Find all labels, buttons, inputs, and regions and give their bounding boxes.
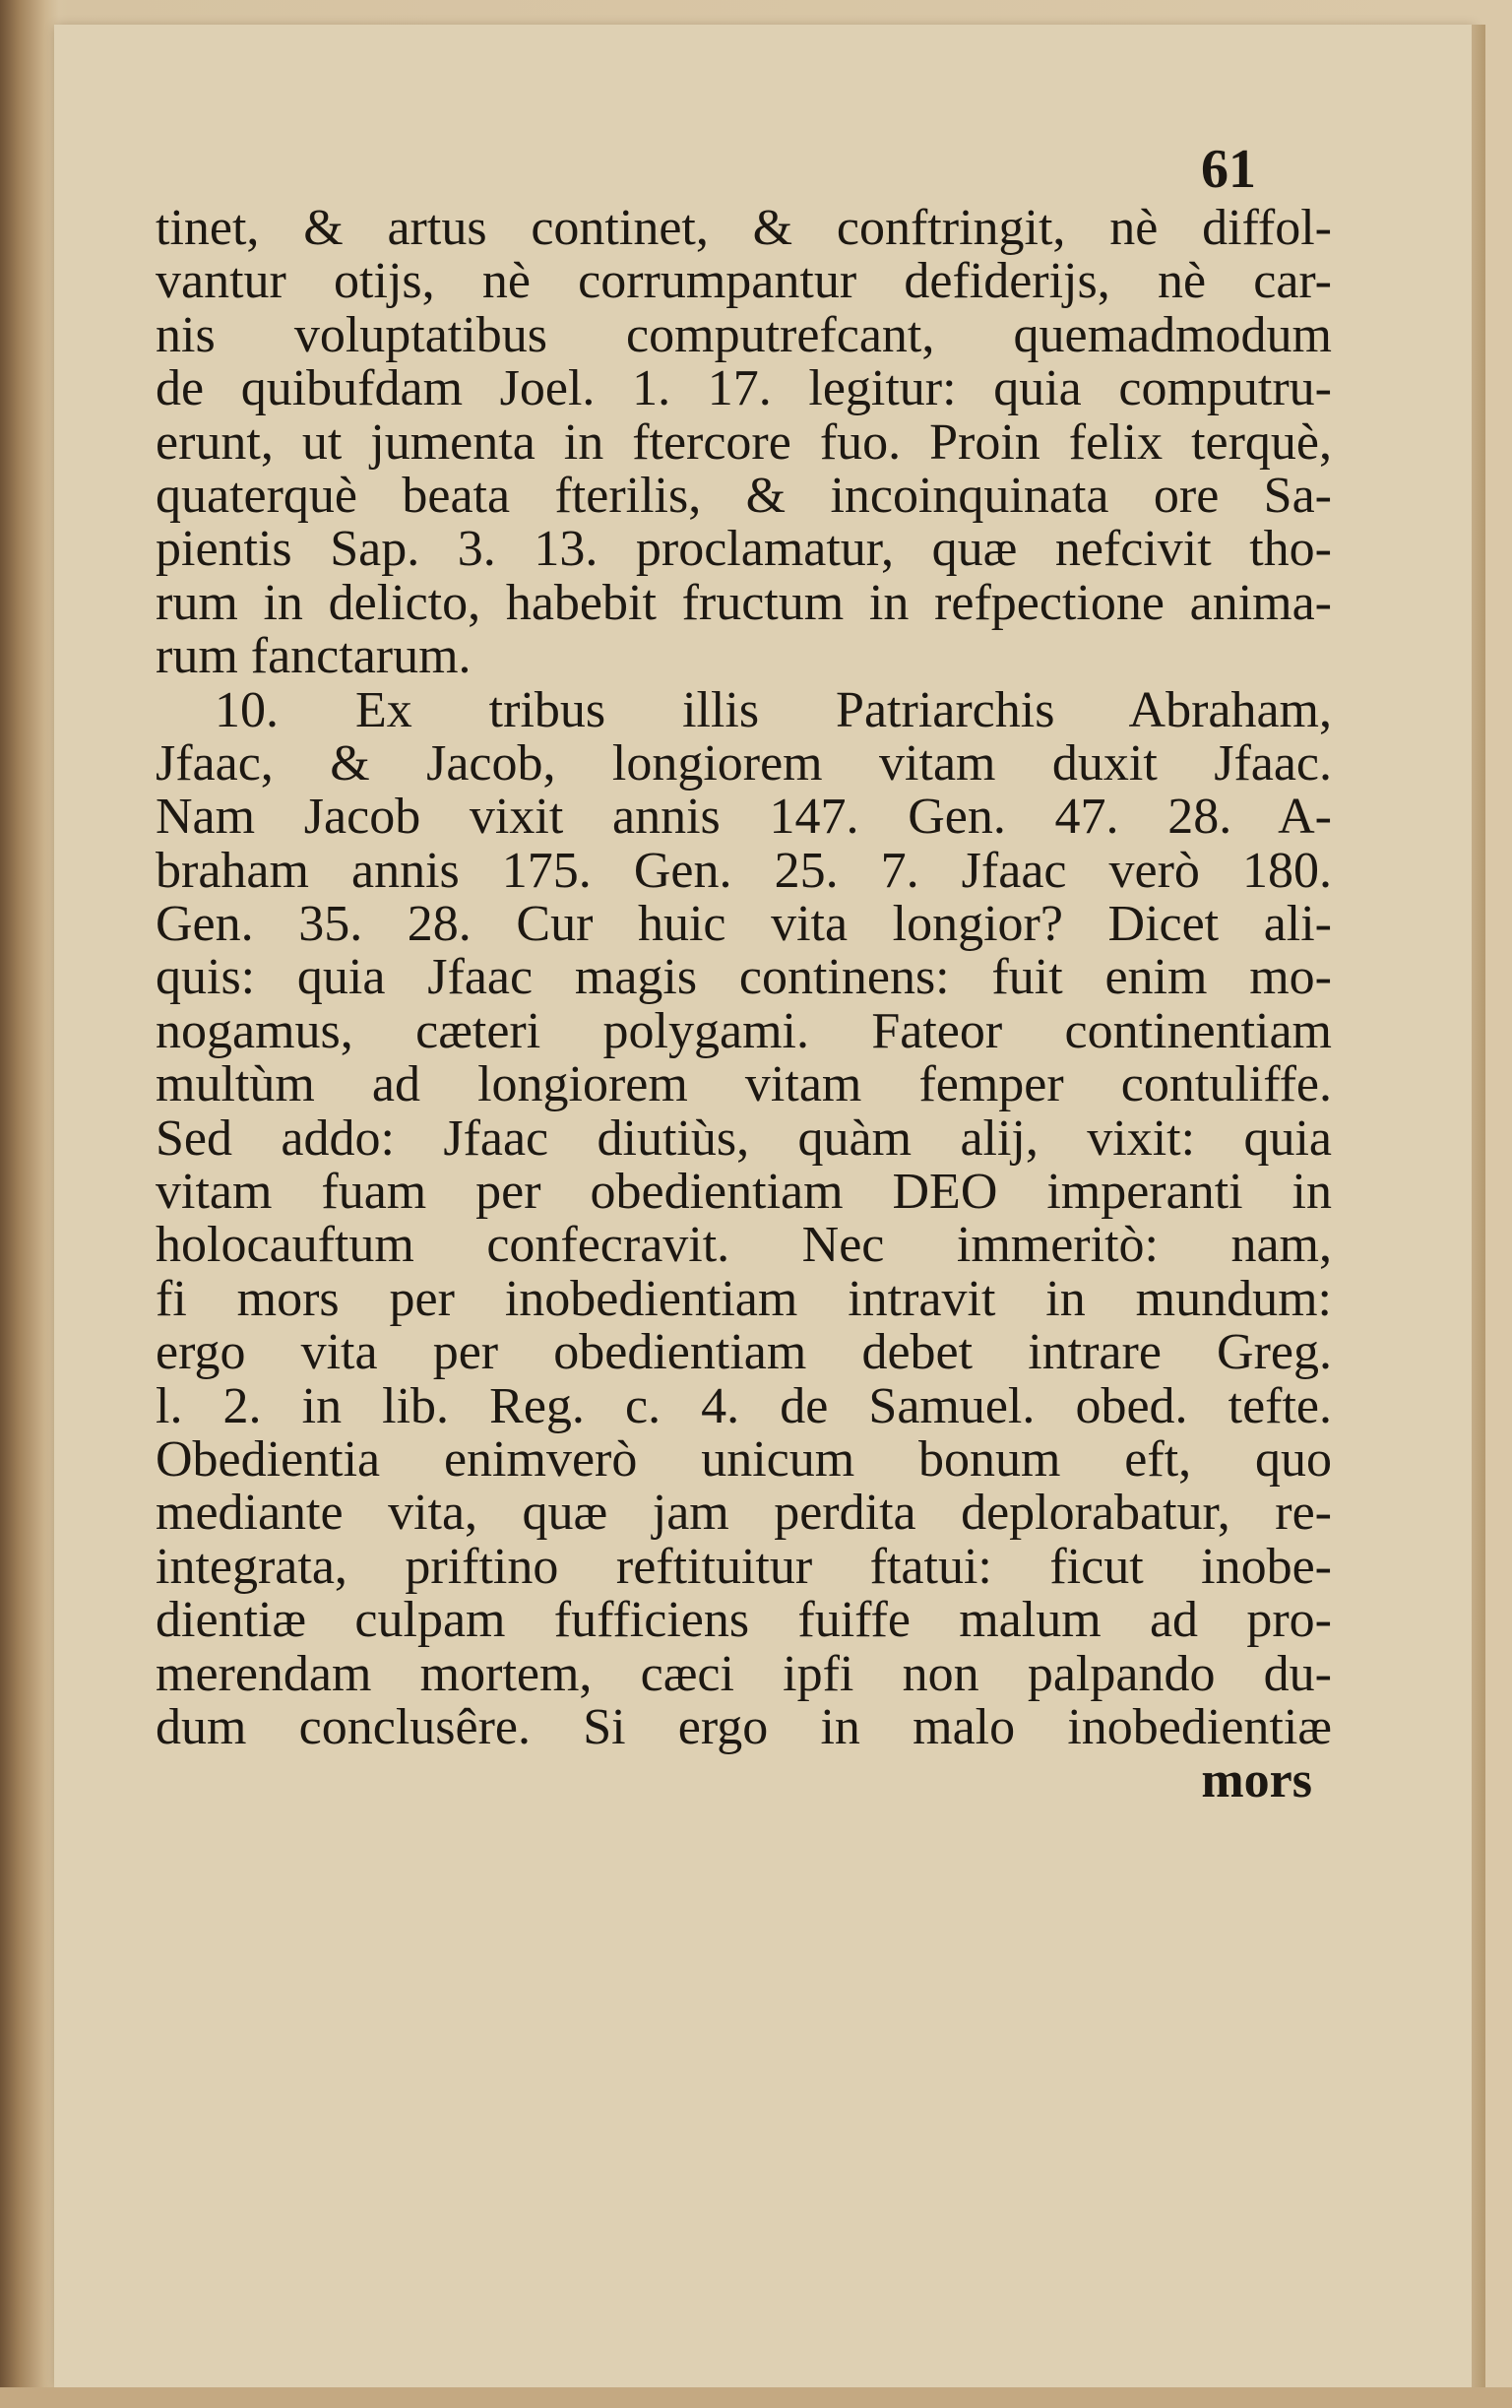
text-line: quis: quia Jfaac magis continens: fuit enim mo- xyxy=(156,949,1332,1006)
text-line: holocauftum confecravit. Nec immeritò: nam, xyxy=(156,1217,1332,1274)
text-line: rum in delicto, habebit fructum in refpectione anima- xyxy=(156,574,1332,631)
text-line: braham annis 175. Gen. 25. 7. Jfaac verò 180. xyxy=(156,842,1332,899)
body-text xyxy=(156,202,1332,1808)
text-line: vitam fuam per obedientiam DEO imperanti in xyxy=(156,1164,1332,1221)
catchword: mors xyxy=(1201,1752,1312,1809)
text-line: multùm ad longiorem vitam femper contuliffe. xyxy=(156,1056,1332,1113)
text-line: fi mors per inobedientiam intravit in mundum: xyxy=(156,1270,1332,1327)
text-line: nis voluptatibus computrefcant, quemadmodum xyxy=(156,306,1332,363)
text-line: l. 2. in lib. Reg. c. 4. de Samuel. obed. tefte. xyxy=(156,1377,1332,1434)
page-edge xyxy=(1472,25,1485,2387)
text-line: Nam Jacob vixit annis 147. Gen. 47. 28. A- xyxy=(156,789,1332,846)
page-number: 61 xyxy=(1201,139,1256,200)
text-line: vantur otijs, nè corrumpantur defiderijs, nè car- xyxy=(156,253,1332,310)
bottom-margin xyxy=(0,2387,1512,2408)
text-line: pientis Sap. 3. 13. proclamatur, quæ nefcivit tho- xyxy=(156,521,1332,578)
text-line: 10. Ex tribus illis Patriarchis Abraham, xyxy=(215,681,1332,738)
text-line: merendam mortem, cæci ipfi non palpando du- xyxy=(156,1645,1332,1702)
text-line: integrata, priftino reftituitur ftatui: ficut inobe- xyxy=(156,1538,1332,1595)
text-line: nogamus, cæteri polygami. Fateor continentiam xyxy=(156,1002,1332,1059)
text-line: mediante vita, quæ jam perdita deplorabatur, re- xyxy=(156,1485,1332,1542)
binding-edge xyxy=(0,0,59,2408)
text-line: dum conclusêre. Si ergo in malo inobedientiæ xyxy=(156,1698,1332,1755)
text-line: dientiæ culpam fufficiens fuiffe malum ad pro- xyxy=(156,1592,1332,1649)
text-line: rum fanctarum. xyxy=(156,628,472,685)
text-line: tinet, & artus continet, & conftringit, nè diffol- xyxy=(156,200,1332,256)
text-line: ergo vita per obedientiam debet intrare Greg. xyxy=(156,1324,1332,1381)
text-line: Jfaac, & Jacob, longiorem vitam duxit Jfaac. xyxy=(156,734,1332,792)
text-line: Sed addo: Jfaac diutiùs, quàm alij, vixit: quia xyxy=(156,1109,1332,1167)
text-line: de quibufdam Joel. 1. 17. legitur: quia computru- xyxy=(156,360,1332,417)
text-line: Obedientia enimverò unicum bonum eft, quo xyxy=(156,1430,1332,1488)
text-line: erunt, ut jumenta in ftercore fuo. Proin felix terquè, xyxy=(156,413,1332,471)
text-line: quaterquè beata fterilis, & incoinquinata ore Sa- xyxy=(156,467,1332,524)
text-line: Gen. 35. 28. Cur huic vita longior? Dicet ali- xyxy=(156,896,1332,953)
